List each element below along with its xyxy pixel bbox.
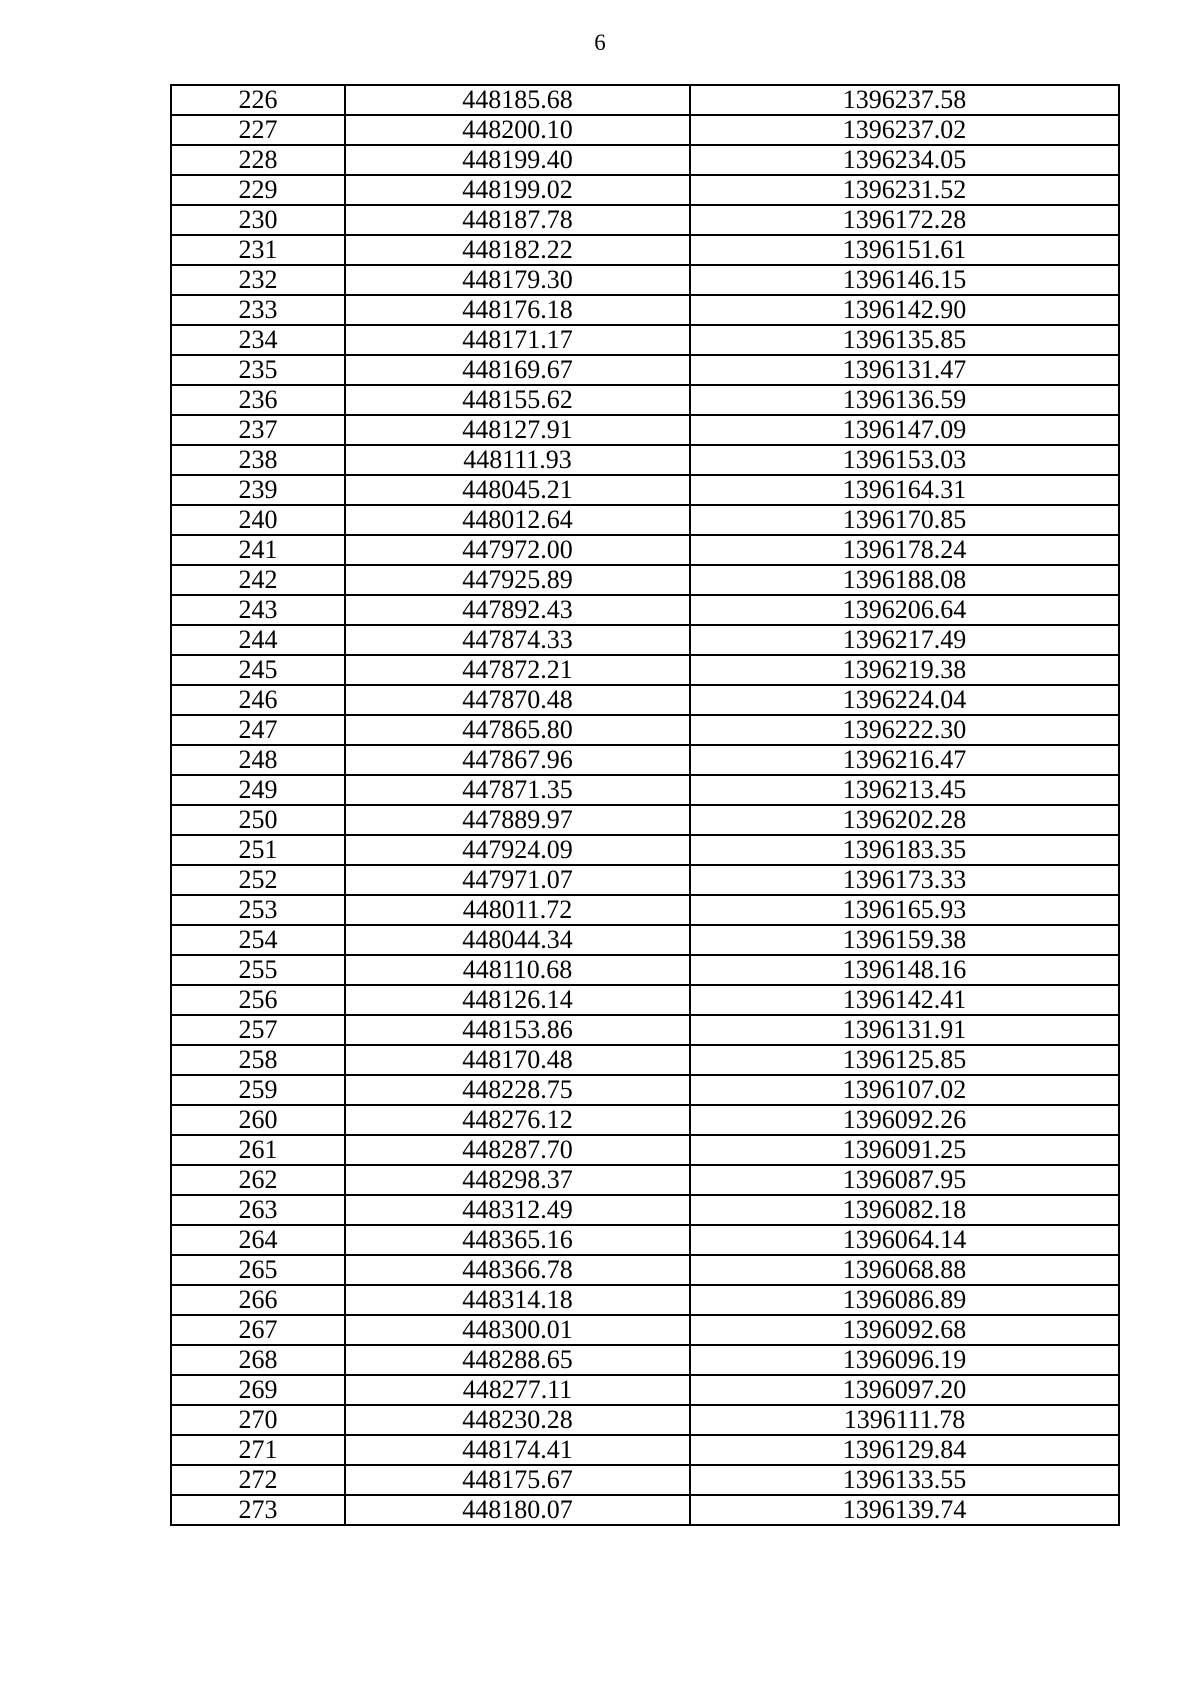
table-row bbox=[171, 115, 1119, 145]
x-coordinate-cell: 448012.64 bbox=[345, 505, 690, 535]
x-coordinate-cell: 448169.67 bbox=[345, 355, 690, 385]
y-coordinate-cell: 1396178.24 bbox=[690, 535, 1119, 565]
table-row bbox=[171, 1165, 1119, 1195]
y-coordinate-cell: 1396173.33 bbox=[690, 865, 1119, 895]
x-coordinate-cell: 447924.09 bbox=[345, 835, 690, 865]
x-coordinate-cell: 447871.35 bbox=[345, 775, 690, 805]
table-row bbox=[171, 475, 1119, 505]
point-number-cell: 247 bbox=[171, 715, 345, 745]
point-number-cell: 239 bbox=[171, 475, 345, 505]
table-row bbox=[171, 1345, 1119, 1375]
y-coordinate-cell: 1396234.05 bbox=[690, 145, 1119, 175]
y-coordinate-cell: 1396142.90 bbox=[690, 295, 1119, 325]
y-coordinate-cell: 1396096.19 bbox=[690, 1345, 1119, 1375]
y-coordinate-cell: 1396086.89 bbox=[690, 1285, 1119, 1315]
point-number-cell: 269 bbox=[171, 1375, 345, 1405]
x-coordinate-cell: 448126.14 bbox=[345, 985, 690, 1015]
point-number-cell: 242 bbox=[171, 565, 345, 595]
x-coordinate-cell: 448200.10 bbox=[345, 115, 690, 145]
table-row bbox=[171, 1195, 1119, 1225]
point-number-cell: 253 bbox=[171, 895, 345, 925]
table-row bbox=[171, 385, 1119, 415]
y-coordinate-cell: 1396188.08 bbox=[690, 565, 1119, 595]
y-coordinate-cell: 1396148.16 bbox=[690, 955, 1119, 985]
table-row bbox=[171, 955, 1119, 985]
table-row bbox=[171, 1315, 1119, 1345]
x-coordinate-cell: 447889.97 bbox=[345, 805, 690, 835]
x-coordinate-cell: 448230.28 bbox=[345, 1405, 690, 1435]
y-coordinate-cell: 1396206.64 bbox=[690, 595, 1119, 625]
y-coordinate-cell: 1396135.85 bbox=[690, 325, 1119, 355]
table-row bbox=[171, 235, 1119, 265]
x-coordinate-cell: 448287.70 bbox=[345, 1135, 690, 1165]
point-number-cell: 273 bbox=[171, 1495, 345, 1525]
point-number-cell: 250 bbox=[171, 805, 345, 835]
table-row bbox=[171, 985, 1119, 1015]
y-coordinate-cell: 1396133.55 bbox=[690, 1465, 1119, 1495]
table-row bbox=[171, 205, 1119, 235]
point-number-cell: 228 bbox=[171, 145, 345, 175]
y-coordinate-cell: 1396165.93 bbox=[690, 895, 1119, 925]
x-coordinate-cell: 448288.65 bbox=[345, 1345, 690, 1375]
y-coordinate-cell: 1396139.74 bbox=[690, 1495, 1119, 1525]
y-coordinate-cell: 1396064.14 bbox=[690, 1225, 1119, 1255]
y-coordinate-cell: 1396136.59 bbox=[690, 385, 1119, 415]
point-number-cell: 231 bbox=[171, 235, 345, 265]
x-coordinate-cell: 448044.34 bbox=[345, 925, 690, 955]
table-row bbox=[171, 925, 1119, 955]
table-row bbox=[171, 1255, 1119, 1285]
point-number-cell: 248 bbox=[171, 745, 345, 775]
point-number-cell: 252 bbox=[171, 865, 345, 895]
point-number-cell: 261 bbox=[171, 1135, 345, 1165]
x-coordinate-cell: 448171.17 bbox=[345, 325, 690, 355]
page-number: 6 bbox=[594, 30, 606, 55]
y-coordinate-cell: 1396164.31 bbox=[690, 475, 1119, 505]
table-row bbox=[171, 1105, 1119, 1135]
point-number-cell: 232 bbox=[171, 265, 345, 295]
point-number-cell: 236 bbox=[171, 385, 345, 415]
x-coordinate-cell: 448312.49 bbox=[345, 1195, 690, 1225]
table-row bbox=[171, 1405, 1119, 1435]
point-number-cell: 229 bbox=[171, 175, 345, 205]
x-coordinate-cell: 448170.48 bbox=[345, 1045, 690, 1075]
point-number-cell: 267 bbox=[171, 1315, 345, 1345]
point-number-cell: 235 bbox=[171, 355, 345, 385]
y-coordinate-cell: 1396129.84 bbox=[690, 1435, 1119, 1465]
table-row bbox=[171, 715, 1119, 745]
x-coordinate-cell: 448153.86 bbox=[345, 1015, 690, 1045]
x-coordinate-cell: 448300.01 bbox=[345, 1315, 690, 1345]
y-coordinate-cell: 1396131.47 bbox=[690, 355, 1119, 385]
y-coordinate-cell: 1396151.61 bbox=[690, 235, 1119, 265]
point-number-cell: 264 bbox=[171, 1225, 345, 1255]
table-row bbox=[171, 355, 1119, 385]
x-coordinate-cell: 447870.48 bbox=[345, 685, 690, 715]
y-coordinate-cell: 1396222.30 bbox=[690, 715, 1119, 745]
table-row bbox=[171, 1465, 1119, 1495]
y-coordinate-cell: 1396153.03 bbox=[690, 445, 1119, 475]
x-coordinate-cell: 448127.91 bbox=[345, 415, 690, 445]
x-coordinate-cell: 448045.21 bbox=[345, 475, 690, 505]
y-coordinate-cell: 1396111.78 bbox=[690, 1405, 1119, 1435]
y-coordinate-cell: 1396216.47 bbox=[690, 745, 1119, 775]
x-coordinate-cell: 448011.72 bbox=[345, 895, 690, 925]
table-row bbox=[171, 1075, 1119, 1105]
y-coordinate-cell: 1396125.85 bbox=[690, 1045, 1119, 1075]
x-coordinate-cell: 448314.18 bbox=[345, 1285, 690, 1315]
x-coordinate-cell: 448185.68 bbox=[345, 85, 690, 115]
point-number-cell: 262 bbox=[171, 1165, 345, 1195]
table-row bbox=[171, 415, 1119, 445]
point-number-cell: 255 bbox=[171, 955, 345, 985]
x-coordinate-cell: 448155.62 bbox=[345, 385, 690, 415]
table-row bbox=[171, 1495, 1119, 1525]
y-coordinate-cell: 1396146.15 bbox=[690, 265, 1119, 295]
y-coordinate-cell: 1396068.88 bbox=[690, 1255, 1119, 1285]
table-row bbox=[171, 535, 1119, 565]
table-row bbox=[171, 745, 1119, 775]
x-coordinate-cell: 448298.37 bbox=[345, 1165, 690, 1195]
point-number-cell: 246 bbox=[171, 685, 345, 715]
table-row bbox=[171, 805, 1119, 835]
table-row bbox=[171, 625, 1119, 655]
y-coordinate-cell: 1396107.02 bbox=[690, 1075, 1119, 1105]
point-number-cell: 226 bbox=[171, 85, 345, 115]
point-number-cell: 263 bbox=[171, 1195, 345, 1225]
point-number-cell: 234 bbox=[171, 325, 345, 355]
table-row bbox=[171, 1225, 1119, 1255]
x-coordinate-cell: 448199.40 bbox=[345, 145, 690, 175]
x-coordinate-cell: 448110.68 bbox=[345, 955, 690, 985]
table-row bbox=[171, 1375, 1119, 1405]
point-number-cell: 251 bbox=[171, 835, 345, 865]
point-number-cell: 237 bbox=[171, 415, 345, 445]
x-coordinate-cell: 447872.21 bbox=[345, 655, 690, 685]
y-coordinate-cell: 1396170.85 bbox=[690, 505, 1119, 535]
y-coordinate-cell: 1396159.38 bbox=[690, 925, 1119, 955]
x-coordinate-cell: 448277.11 bbox=[345, 1375, 690, 1405]
table-row bbox=[171, 1285, 1119, 1315]
table-row bbox=[171, 1015, 1119, 1045]
point-number-cell: 271 bbox=[171, 1435, 345, 1465]
y-coordinate-cell: 1396172.28 bbox=[690, 205, 1119, 235]
table-row bbox=[171, 865, 1119, 895]
table-row bbox=[171, 85, 1119, 115]
x-coordinate-cell: 448366.78 bbox=[345, 1255, 690, 1285]
y-coordinate-cell: 1396213.45 bbox=[690, 775, 1119, 805]
table-row bbox=[171, 325, 1119, 355]
point-number-cell: 245 bbox=[171, 655, 345, 685]
y-coordinate-cell: 1396224.04 bbox=[690, 685, 1119, 715]
y-coordinate-cell: 1396147.09 bbox=[690, 415, 1119, 445]
x-coordinate-cell: 448365.16 bbox=[345, 1225, 690, 1255]
x-coordinate-cell: 447892.43 bbox=[345, 595, 690, 625]
x-coordinate-cell: 448176.18 bbox=[345, 295, 690, 325]
point-number-cell: 270 bbox=[171, 1405, 345, 1435]
point-number-cell: 272 bbox=[171, 1465, 345, 1495]
x-coordinate-cell: 448182.22 bbox=[345, 235, 690, 265]
point-number-cell: 233 bbox=[171, 295, 345, 325]
point-number-cell: 257 bbox=[171, 1015, 345, 1045]
table-row bbox=[171, 1135, 1119, 1165]
y-coordinate-cell: 1396183.35 bbox=[690, 835, 1119, 865]
x-coordinate-cell: 448179.30 bbox=[345, 265, 690, 295]
point-number-cell: 254 bbox=[171, 925, 345, 955]
y-coordinate-cell: 1396097.20 bbox=[690, 1375, 1119, 1405]
point-number-cell: 259 bbox=[171, 1075, 345, 1105]
point-number-cell: 227 bbox=[171, 115, 345, 145]
x-coordinate-cell: 448175.67 bbox=[345, 1465, 690, 1495]
x-coordinate-cell: 447925.89 bbox=[345, 565, 690, 595]
y-coordinate-cell: 1396131.91 bbox=[690, 1015, 1119, 1045]
x-coordinate-cell: 447971.07 bbox=[345, 865, 690, 895]
point-number-cell: 268 bbox=[171, 1345, 345, 1375]
point-number-cell: 243 bbox=[171, 595, 345, 625]
table-row bbox=[171, 655, 1119, 685]
point-number-cell: 260 bbox=[171, 1105, 345, 1135]
x-coordinate-cell: 448111.93 bbox=[345, 445, 690, 475]
x-coordinate-cell: 447874.33 bbox=[345, 625, 690, 655]
y-coordinate-cell: 1396237.58 bbox=[690, 85, 1119, 115]
table-row bbox=[171, 565, 1119, 595]
y-coordinate-cell: 1396091.25 bbox=[690, 1135, 1119, 1165]
table-row bbox=[171, 175, 1119, 205]
table-row bbox=[171, 775, 1119, 805]
x-coordinate-cell: 448180.07 bbox=[345, 1495, 690, 1525]
point-number-cell: 258 bbox=[171, 1045, 345, 1075]
coordinates-table-body bbox=[171, 85, 1119, 1525]
table-row bbox=[171, 835, 1119, 865]
table-row bbox=[171, 295, 1119, 325]
point-number-cell: 230 bbox=[171, 205, 345, 235]
point-number-cell: 249 bbox=[171, 775, 345, 805]
point-number-cell: 244 bbox=[171, 625, 345, 655]
y-coordinate-cell: 1396231.52 bbox=[690, 175, 1119, 205]
table-row bbox=[171, 265, 1119, 295]
table-row bbox=[171, 445, 1119, 475]
y-coordinate-cell: 1396202.28 bbox=[690, 805, 1119, 835]
table-row bbox=[171, 1435, 1119, 1465]
y-coordinate-cell: 1396219.38 bbox=[690, 655, 1119, 685]
y-coordinate-cell: 1396082.18 bbox=[690, 1195, 1119, 1225]
point-number-cell: 238 bbox=[171, 445, 345, 475]
x-coordinate-cell: 447867.96 bbox=[345, 745, 690, 775]
x-coordinate-cell: 448174.41 bbox=[345, 1435, 690, 1465]
point-number-cell: 266 bbox=[171, 1285, 345, 1315]
point-number-cell: 256 bbox=[171, 985, 345, 1015]
x-coordinate-cell: 448187.78 bbox=[345, 205, 690, 235]
x-coordinate-cell: 448228.75 bbox=[345, 1075, 690, 1105]
point-number-cell: 241 bbox=[171, 535, 345, 565]
y-coordinate-cell: 1396142.41 bbox=[690, 985, 1119, 1015]
table-row bbox=[171, 145, 1119, 175]
point-number-cell: 240 bbox=[171, 505, 345, 535]
x-coordinate-cell: 448276.12 bbox=[345, 1105, 690, 1135]
table-row bbox=[171, 1045, 1119, 1075]
y-coordinate-cell: 1396237.02 bbox=[690, 115, 1119, 145]
point-number-cell: 265 bbox=[171, 1255, 345, 1285]
y-coordinate-cell: 1396087.95 bbox=[690, 1165, 1119, 1195]
table-row bbox=[171, 505, 1119, 535]
y-coordinate-cell: 1396092.26 bbox=[690, 1105, 1119, 1135]
x-coordinate-cell: 447865.80 bbox=[345, 715, 690, 745]
y-coordinate-cell: 1396217.49 bbox=[690, 625, 1119, 655]
y-coordinate-cell: 1396092.68 bbox=[690, 1315, 1119, 1345]
table-row bbox=[171, 595, 1119, 625]
coordinates-table bbox=[170, 84, 1120, 1526]
table-row bbox=[171, 895, 1119, 925]
x-coordinate-cell: 447972.00 bbox=[345, 535, 690, 565]
x-coordinate-cell: 448199.02 bbox=[345, 175, 690, 205]
table-row bbox=[171, 685, 1119, 715]
